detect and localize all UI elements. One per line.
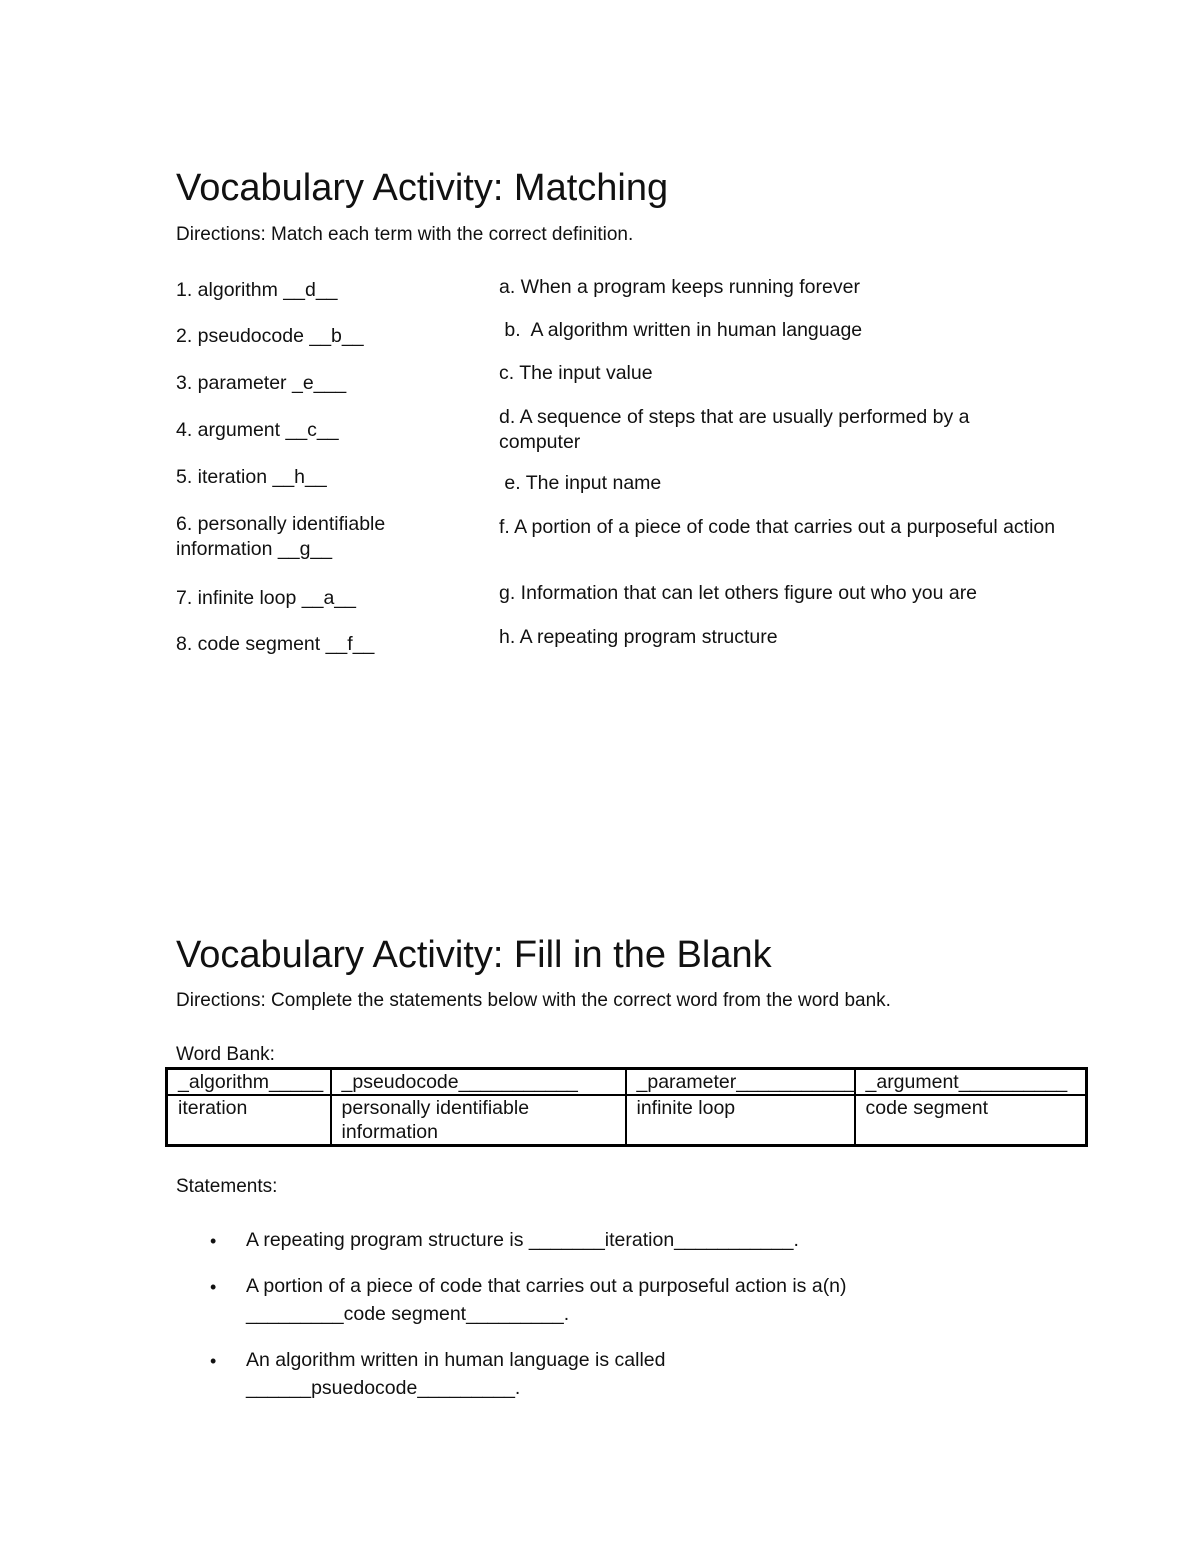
- definition-item: h. A repeating program structure: [499, 626, 778, 648]
- term-item: 3. parameter _e___: [176, 372, 347, 394]
- word-bank-cell: _argument__________: [855, 1069, 1087, 1096]
- statement-item: A repeating program structure is _______iteration___________.: [246, 1229, 799, 1251]
- bullet-icon: •: [210, 1277, 217, 1297]
- matching-title: Vocabulary Activity: Matching: [176, 167, 669, 209]
- word-bank-cell: _parameter___________: [626, 1069, 855, 1096]
- word-bank-cell: _pseudocode___________: [331, 1069, 626, 1096]
- statement-item: An algorithm written in human language is called ______psuedocode_________.: [246, 1349, 666, 1399]
- statements-label: Statements:: [176, 1176, 278, 1197]
- definition-item: b. A algorithm written in human language: [499, 319, 863, 341]
- word-bank-cell: infinite loop: [626, 1095, 855, 1146]
- word-bank-cell: _algorithm_____: [167, 1069, 331, 1096]
- term-item: 8. code segment __f__: [176, 633, 375, 655]
- definition-item: e. The input name: [499, 472, 662, 494]
- definition-item: f. A portion of a piece of code that carries out a purposeful action: [499, 516, 1056, 538]
- term-item: 2. pseudocode __b__: [176, 325, 364, 347]
- word-bank-table: [165, 1067, 1088, 1147]
- term-item: 6. personally identifiable information __g__: [176, 513, 386, 560]
- bullet-icon: •: [210, 1231, 217, 1251]
- word-bank-cell: iteration: [167, 1095, 331, 1146]
- definition-item: g. Information that can let others figure out who you are: [499, 582, 978, 604]
- word-bank-row: [167, 1095, 1087, 1146]
- definition-item: c. The input value: [499, 362, 653, 384]
- bullet-icon: •: [210, 1351, 217, 1371]
- definition-item: d. A sequence of steps that are usually performed by a computer: [499, 406, 970, 453]
- statement-item: A portion of a piece of code that carries out a purposeful action is a(n) _________code segment_________.: [246, 1275, 847, 1325]
- word-bank-row: [167, 1069, 1087, 1096]
- fill-directions: Directions: Complete the statements below with the correct word from the word bank.: [176, 990, 891, 1011]
- word-bank-cell: personally identifiable information: [331, 1095, 626, 1146]
- term-item: 5. iteration __h__: [176, 466, 327, 488]
- definition-item: a. When a program keeps running forever: [499, 276, 860, 298]
- word-bank-cell: code segment: [855, 1095, 1087, 1146]
- matching-directions: Directions: Match each term with the correct definition.: [176, 224, 634, 245]
- fill-title: Vocabulary Activity: Fill in the Blank: [176, 934, 772, 976]
- term-item: 4. argument __c__: [176, 419, 339, 441]
- term-item: 1. algorithm __d__: [176, 279, 338, 301]
- term-item: 7. infinite loop __a__: [176, 587, 356, 609]
- word-bank-label: Word Bank:: [176, 1044, 275, 1065]
